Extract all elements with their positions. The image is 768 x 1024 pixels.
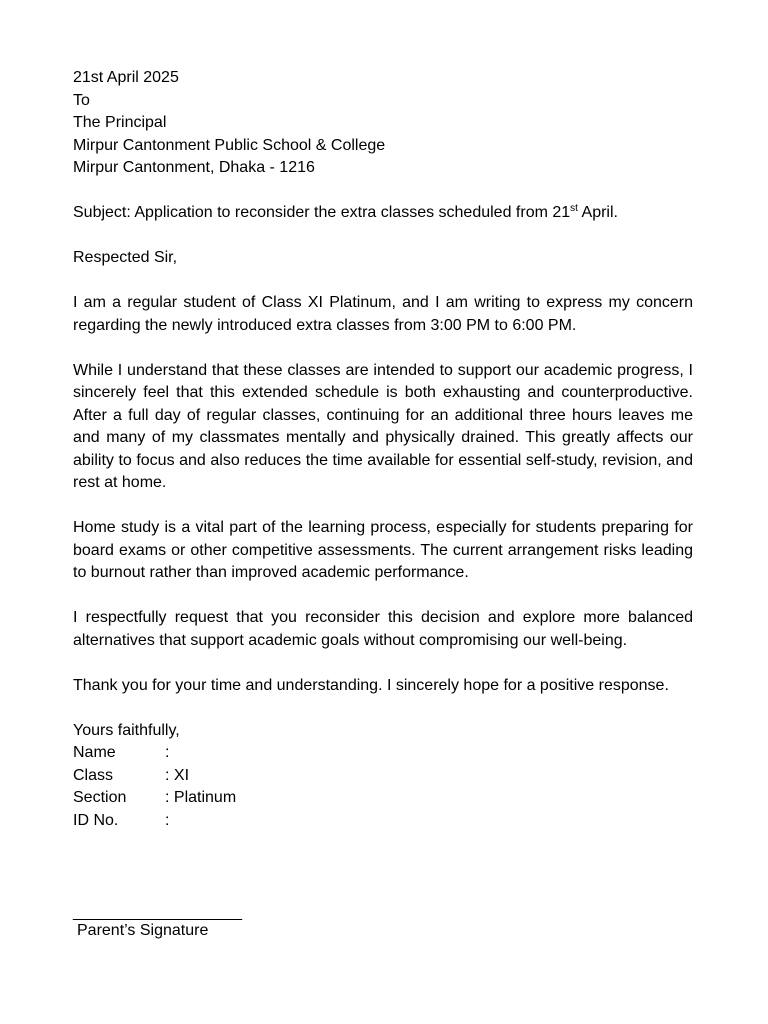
signature-label: Parent’s Signature [77,922,209,939]
detail-label: Name [73,744,116,761]
detail-label: Section [73,789,127,806]
detail-value: : Platinum [165,789,237,806]
paragraph-1: I am a regular student of Class XI Platinum, and I am writing to express my concern regarding the newly introduced extra classes from 3:00 PM to 6:00 PM. [73,294,693,334]
student-details [73,742,693,832]
detail-label: ID No. [73,811,119,829]
salutation: Respected Sir, [73,249,178,266]
paragraph-5: Thank you for your time and understanding. I sincerely hope for a positive response. [73,676,669,694]
letter-date: 21st April 2025 [73,69,179,86]
paragraph-4: I respectfully request that you reconsider this decision and explore more balanced alternatives that support academic goals without compromising our well-being. [73,609,693,649]
subject-suffix: April. [577,204,618,221]
detail-row-class [73,765,693,788]
detail-row-section [73,787,693,810]
recipient-title: The Principal [73,114,167,131]
recipient-address: Mirpur Cantonment, Dhaka - 1216 [73,159,315,176]
to-line: To [73,91,90,109]
paragraph-3: Home study is a vital part of the learning process, especially for students preparing for board exams or other competitive assessments. The current arrangement risks leading to burnout rather than improved academic performance. [73,519,693,581]
recipient-institution: Mirpur Cantonment Public School & College [73,136,386,154]
signature-line: ___________________ [73,904,243,921]
detail-value: : [165,811,170,829]
detail-label: Class [73,766,114,784]
subject-line [73,202,693,225]
closing: Yours faithfully, [73,721,180,739]
paragraph-2: While I understand that these classes are intended to support our academic progress, I sincerely feel that this extended schedule is both exhausting and counterproductive. After a full day of regular classes, continuing for an additional three hours leaves me and many of my classmates mentally and physically drained. This greatly affects our ability to focus and also reduces the time available for essential self-study, revision, and rest at home. [73,361,693,491]
subject-superscript: st [570,203,578,214]
detail-value: : XI [165,766,190,784]
subject-prefix: Subject: Application to reconsider the extra classes scheduled from 21 [73,204,571,221]
detail-row-name [73,742,693,765]
detail-value: : [165,744,170,761]
detail-row-id [73,810,693,833]
letter-body [73,67,693,832]
